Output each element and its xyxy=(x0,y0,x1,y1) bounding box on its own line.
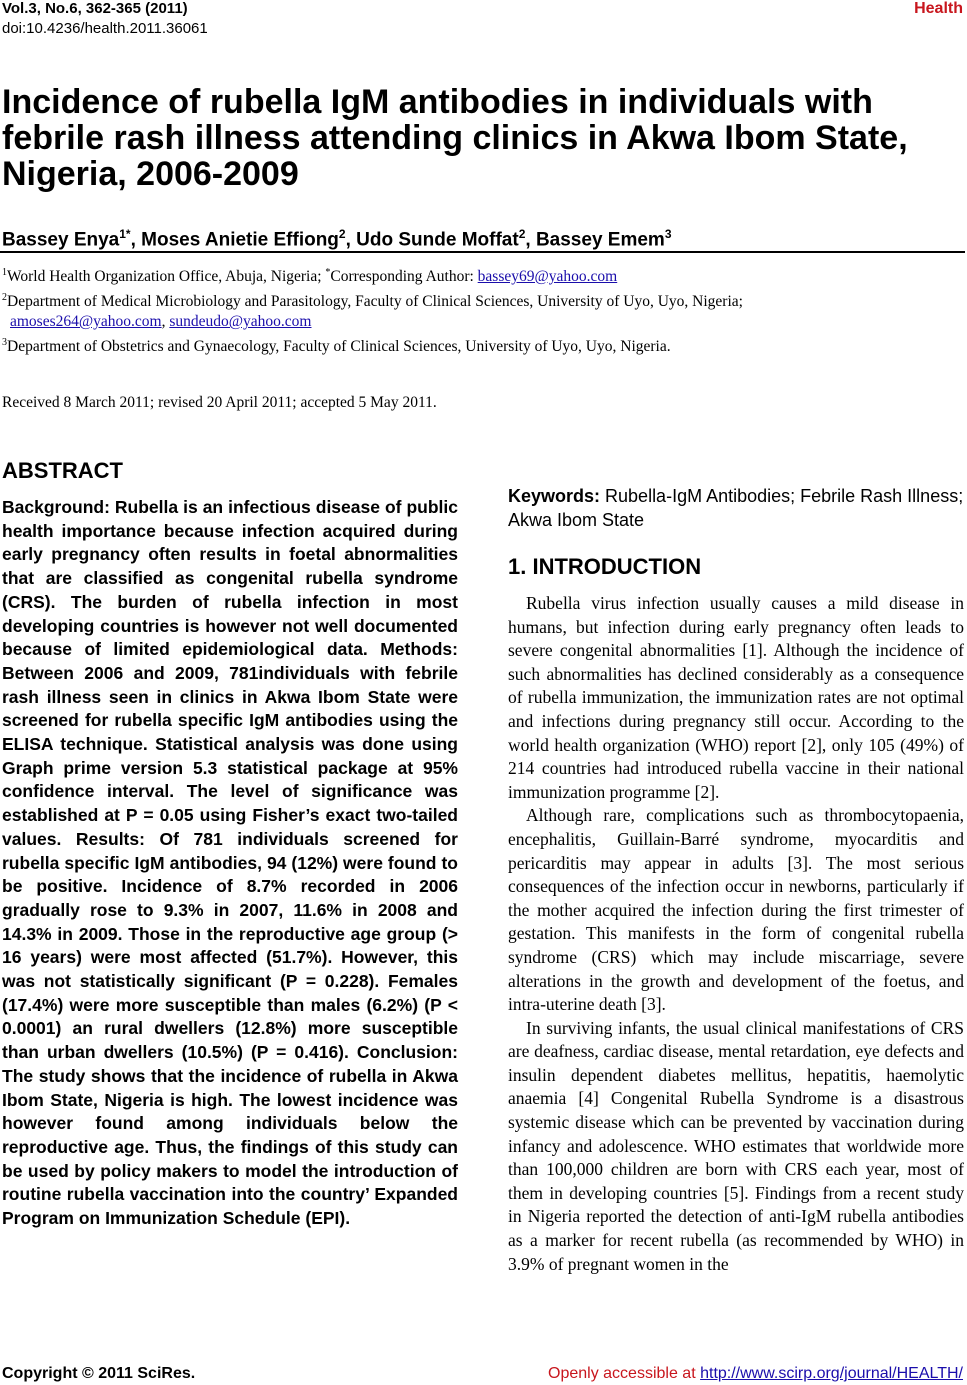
email-link[interactable]: bassey69@yahoo.com xyxy=(477,268,618,286)
copyright: Copyright © 2011 SciRes. xyxy=(2,1365,196,1382)
received-dates: Received 8 March 2011; revised 20 April 2011; accepted 5 May 2011. xyxy=(2,394,437,411)
journal-name: Health xyxy=(914,0,963,17)
affiliation-text: World Health Organization Office, Abuja, Nigeria; xyxy=(7,268,326,286)
keywords-text: Rubella-IgM Antibodies; Febrile Rash Illness; Akwa Ibom State xyxy=(508,486,964,530)
affiliation-text: Department of Obstetrics and Gynaecology, Faculty of Clinical Sciences, University of Uyo, Uyo, Nigeria. xyxy=(7,337,671,355)
paragraph: Although rare, complications such as thrombocytopaenia, encephalitis, Guillain-Barré syndrome, myocarditis and pericarditis may appear in adults [3]. The most serious consequences of the infection occur in newborns, particularly if the mother acquired the infection during the first trimester of gestation. This manifests in the form of congenital rubella syndrome (CRS) which may include miscarriage, severe alterations in the growth and development of the foetus, and intra-uterine death [3]. xyxy=(508,805,964,1015)
journal-volume: Vol.3, No.6, 362-365 (2011) xyxy=(2,0,188,17)
author-affiliation-mark: 1* xyxy=(119,227,131,241)
affiliation-2-emails xyxy=(2,312,743,333)
author-list: Bassey Enya$^{1*}$, Moses Anietie Effiong$^2$, Udo Sunde Moffat$^2$, Bassey Emem$^3$ xyxy=(2,227,672,251)
open-access-prefix: Openly accessible at xyxy=(548,1365,701,1382)
abstract-body: Background: Rubella is an infectious disease of public health importance because infection acquired during early pregnancy often results in foetal abnormalities that are classified as congenital rubella syndrome (CRS). The burden of rubella infection in most developing countries is however not well documented because of limited epidemiological data. Methods: Between 2006 and 2009, 781individuals with febrile rash illness seen in clinics in Akwa Ibom State were screened for rubella specific IgM antibodies using the ELISA technique. Statistical analysis was done using Graph prime version 5.3 statistical package at 95% confidence interval. The level of significance was established at P = 0.05 using Fisher’s exact two-tailed values. Results: Of 781 individuals screened for rubella specific IgM antibodies, 94 (12%) were found to be positive. Incidence of 8.7% recorded in 2006 gradually rose to 9.3% in 2007, 11.6% in 2008 and 14.3% in 2009. Those in the reproductive age group (> 16 years) were most affected (51.7%). However, this was not statistically significant (P = 0.228). Females (17.4%) were more susceptible than males (6.2%) (P < 0.0001) an rural dwellers (12.8%) more susceptible than urban dwellers (10.5%) (P = 0.416). Conclusion: The study shows that the incidence of rubella in Akwa Ibom State, Nigeria is high. The lowest incidence was however found among individuals below the reproductive age. Thus, the findings of this study can be used by policy makers to model the introduction of routine rubella vaccination into the country’ Expanded Program on Immunization Schedule (EPI). xyxy=(2,497,458,1229)
abstract-heading: ABSTRACT xyxy=(2,458,123,483)
affiliation-mark: 1 xyxy=(2,267,7,278)
author-affiliation-mark: 3 xyxy=(664,227,672,241)
email-link[interactable]: amoses264@yahoo.com xyxy=(10,313,162,331)
section-heading-introduction: 1. INTRODUCTION xyxy=(508,554,702,579)
journal-url-link[interactable]: http://www.scirp.org/journal/HEALTH/ xyxy=(700,1365,963,1382)
author-name: Udo Sunde Moffat xyxy=(356,229,519,251)
doi: doi:10.4236/health.2011.36061 xyxy=(2,20,208,37)
keywords-label: Keywords: xyxy=(508,486,601,506)
paper-title: Incidence of rubella IgM antibodies in individuals with febrile rash illness attending clinics in Akwa Ibom State, Nigeria, 2006-2009 xyxy=(2,83,908,193)
affiliation-text: Department of Medical Microbiology and Parasitology, Faculty of Clinical Sciences, University of Uyo, Uyo, Nigeria; xyxy=(7,292,743,310)
affiliation-2 xyxy=(2,288,743,313)
affiliation-mark: 3 xyxy=(2,336,7,348)
keywords xyxy=(508,484,964,532)
affiliation-3 xyxy=(2,333,743,358)
author-name: Moses Anietie Effiong xyxy=(141,229,339,251)
author-name: Bassey Emem xyxy=(535,229,665,251)
author-affiliation-mark: 2 xyxy=(518,227,526,241)
paragraph: In surviving infants, the usual clinical manifestations of CRS are deafness, cardiac disease, mental retardation, eye defects and insulin dependent diabetes mellitus, hepatitis, haemolytic anaemia [4] Congenital Rubella Syndrome is a disastrous systemic disease which can be prevented by vaccination during infancy and adolescence. WHO estimates that worldwide more than 100,000 children are born with CRS each year, most of them in developing countries [5]. Findings from a recent study in Nigeria reported the detection of anti-IgM rubella antibodies as a marker for recent rubella (as recommended by WHO) in 3.9% of pregnant women in the xyxy=(508,1017,964,1274)
corresponding-mark: * xyxy=(325,267,331,278)
email-separator: , xyxy=(161,313,170,331)
author-affiliation-mark: 2 xyxy=(338,227,346,241)
corresponding-label: Corresponding Author: xyxy=(330,268,478,286)
open-access-note xyxy=(548,1365,963,1383)
affiliation-1 xyxy=(2,263,743,288)
email-link[interactable]: sundeudo@yahoo.com xyxy=(169,313,312,331)
affiliation-mark: 2 xyxy=(2,291,7,303)
affiliations xyxy=(2,263,743,357)
header-divider xyxy=(0,251,965,253)
author-name: Bassey Enya xyxy=(2,229,120,251)
introduction-body xyxy=(508,592,964,1276)
paragraph: Rubella virus infection usually causes a mild disease in humans, but infection during early pregnancy often leads to severe congenital abnormalities [1]. Although the incidence of such abnormalities has declined considerably as a consequence of rubella immunization, the immunization rates are not optimal and infections during pregnancy still occur. According to the world health organization (WHO) report [2], only 105 (49%) of 214 countries had introduced rubella vaccine in their national immunization programme [2]. xyxy=(508,593,964,802)
